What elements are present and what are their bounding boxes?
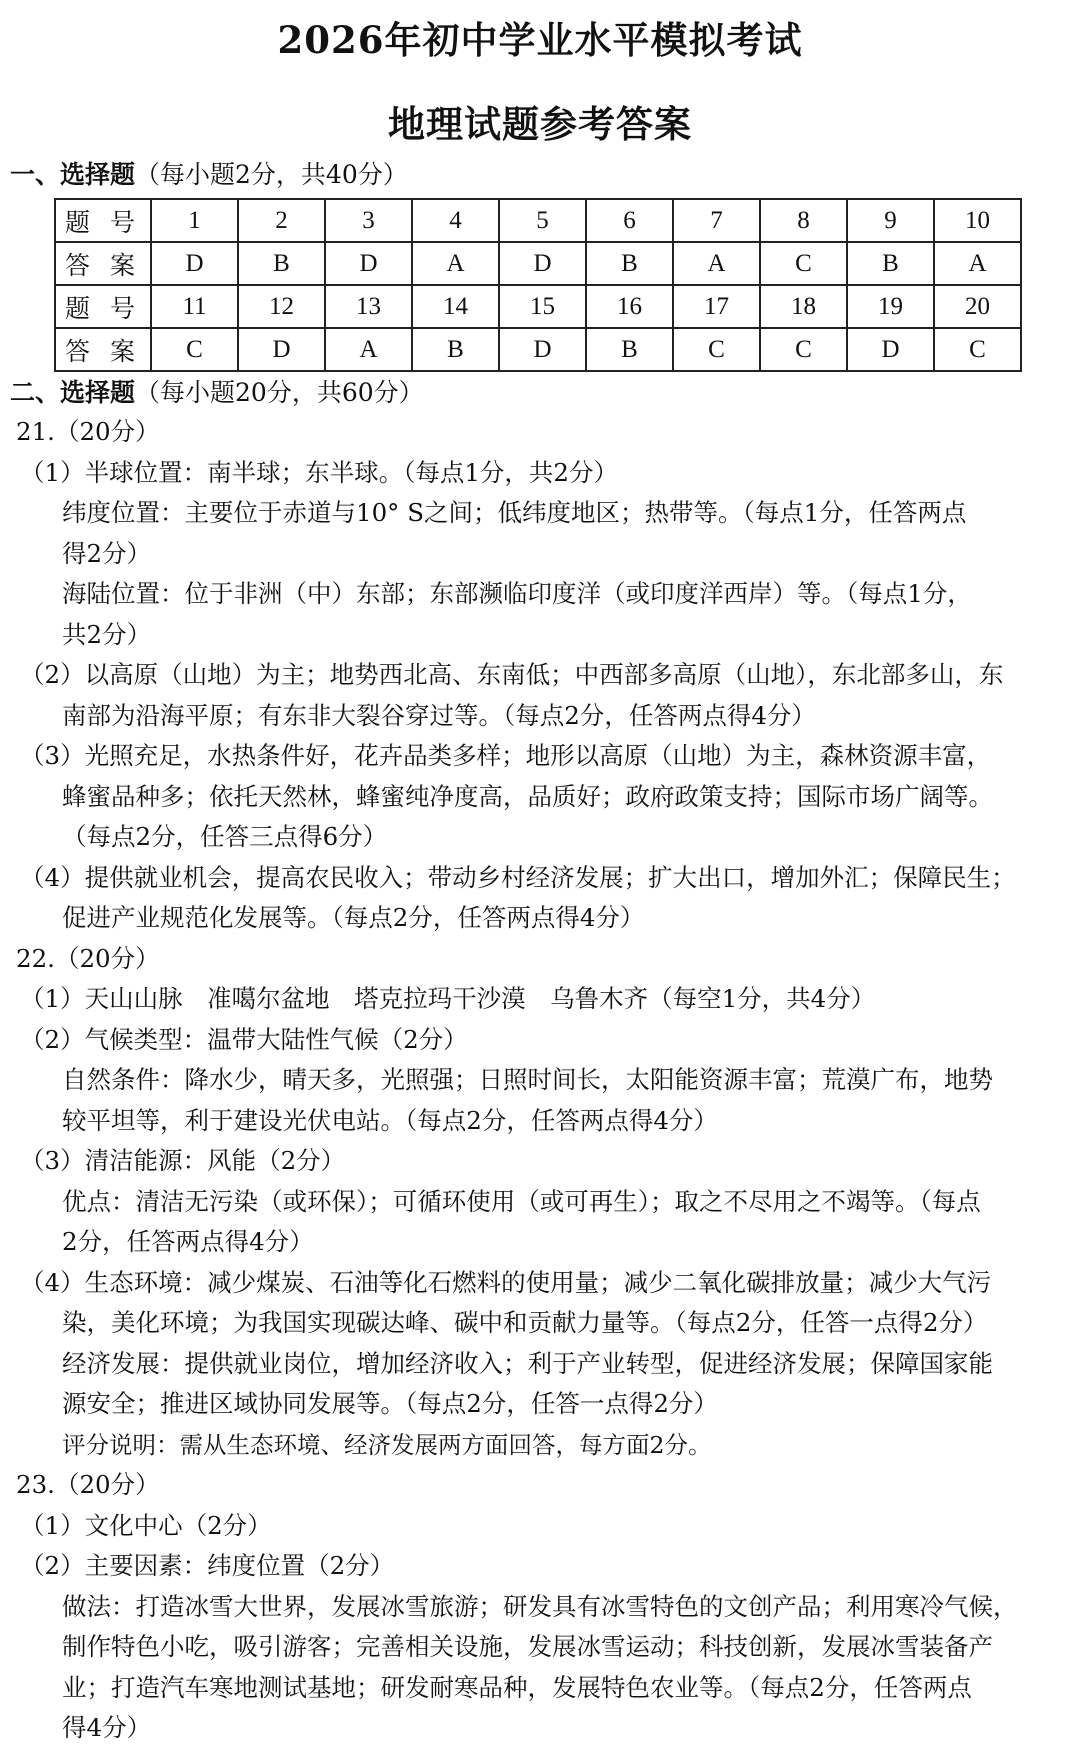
- answer-line: （3）清洁能源：风能（2分）: [20, 1146, 346, 1175]
- question-heading: 23.（20分）: [16, 1470, 160, 1499]
- table-cell: 13: [325, 285, 412, 328]
- table-row-answers-1: [55, 242, 1021, 285]
- answer-line: （4）提供就业机会，提高农民收入；带动乡村经济发展；扩大出口，增加外汇；保障民生；: [20, 862, 1016, 892]
- section-2-heading: [10, 374, 1070, 412]
- table-cell: B: [412, 328, 499, 371]
- table-cell: A: [325, 328, 412, 371]
- section-1-label: 一、选择题: [10, 160, 136, 189]
- answer-line: （1）天山山脉 准噶尔盆地 塔克拉玛干沙漠 乌鲁木齐（每空1分，共4分）: [20, 984, 876, 1013]
- answer-line: （3）光照充足，水热条件好，花卉品类多样；地形以高原（山地）为主，森林资源丰富，: [20, 741, 992, 770]
- answer-line: 2分，任答两点得4分）: [62, 1227, 314, 1256]
- table-cell: 3: [325, 199, 412, 242]
- question-heading: 22.（20分）: [16, 943, 160, 973]
- answer-table: [54, 198, 1022, 372]
- table-cell: 6: [586, 199, 673, 242]
- table-cell: D: [499, 242, 586, 285]
- table-row-numbers-1: [55, 199, 1021, 242]
- table-cell: B: [847, 242, 934, 285]
- row-header-answer: 答 案: [55, 328, 151, 371]
- section-1-note: （每小题2分，共40分）: [135, 160, 408, 189]
- table-cell: 11: [151, 285, 238, 328]
- table-cell: B: [586, 328, 673, 371]
- page-subtitle: 地理试题参考答案: [388, 102, 692, 146]
- answer-line: 优点：清洁无污染（或环保）；可循环使用（或可再生）；取之不尽用之不竭等。（每点: [62, 1186, 981, 1216]
- answer-line: 海陆位置：位于非洲（中）东部；东部濒临印度洋（或印度洋西岸）等。（每点1分，: [62, 579, 972, 608]
- table-cell: 10: [934, 199, 1021, 242]
- answer-line: 染，美化环境；为我国实现碳达峰、碳中和贡献力量等。（每点2分，任答一点得2分）: [62, 1308, 988, 1337]
- answer-line: （1）文化中心（2分）: [20, 1510, 272, 1540]
- answer-line: 自然条件：降水少，晴天多，光照强；日照时间长，太阳能资源丰富；荒漠广布，地势: [62, 1065, 993, 1094]
- table-cell: C: [934, 328, 1021, 371]
- table-cell: 14: [412, 285, 499, 328]
- table-cell: 2: [238, 199, 325, 242]
- table-cell: B: [238, 242, 325, 285]
- table-cell: 7: [673, 199, 760, 242]
- answer-body: [10, 412, 1070, 1749]
- row-header-number: 题 号: [55, 199, 151, 242]
- table-row-numbers-2: [55, 285, 1021, 328]
- answer-line: 业；打造汽车寒地测试基地；研发耐寒品种，发展特色农业等。（每点2分，任答两点: [62, 1672, 972, 1702]
- answer-line: 共2分）: [62, 619, 152, 649]
- table-cell: C: [760, 242, 847, 285]
- table-cell: D: [325, 242, 412, 285]
- table-cell: 19: [847, 285, 934, 328]
- page-title: 2026年初中学业水平模拟考试: [277, 18, 803, 62]
- table-cell: A: [934, 242, 1021, 285]
- answer-line: （2）以高原（山地）为主；地势西北高、东南低；中西部多高原（山地），东北部多山，东: [20, 660, 1004, 689]
- answer-line: 南部为沿海平原；有东非大裂谷穿过等。（每点2分，任答两点得4分）: [62, 700, 816, 730]
- answer-line: 纬度位置：主要位于赤道与10° S之间；低纬度地区；热带等。（每点1分，任答两点: [62, 498, 967, 527]
- table-cell: A: [412, 242, 499, 285]
- table-cell: 16: [586, 285, 673, 328]
- section-2-label: 二、选择题: [10, 378, 136, 407]
- row-header-number: 题 号: [55, 285, 151, 328]
- table-cell: 8: [760, 199, 847, 242]
- answer-line: （每点2分，任答三点得6分）: [62, 822, 388, 851]
- table-cell: C: [760, 328, 847, 371]
- answer-line: 促进产业规范化发展等。（每点2分，任答两点得4分）: [62, 903, 645, 932]
- answer-line: 制作特色小吃，吸引游客；完善相关设施，发展冰雪运动；科技创新，发展冰雪装备产: [62, 1632, 993, 1661]
- table-cell: 12: [238, 285, 325, 328]
- answer-line: 做法：打造冰雪大世界，发展冰雪旅游；研发具有冰雪特色的文创产品；利用寒冷气候，: [62, 1591, 1018, 1621]
- answer-line: 经济发展：提供就业岗位，增加经济收入；利于产业转型，促进经济发展；保障国家能: [62, 1348, 993, 1378]
- table-cell: C: [673, 328, 760, 371]
- table-cell: 20: [934, 285, 1021, 328]
- table-cell: 5: [499, 199, 586, 242]
- answer-line: 源安全；推进区域协同发展等。（每点2分，任答一点得2分）: [62, 1389, 718, 1418]
- question-heading: 21.（20分）: [16, 417, 160, 446]
- section-2-note: （每小题20分，共60分）: [135, 378, 424, 407]
- table-cell: C: [151, 328, 238, 371]
- answer-line: 较平坦等，利于建设光伏电站。（每点2分，任答两点得4分）: [62, 1105, 718, 1135]
- answer-line: （1）半球位置：南半球；东半球。（每点1分，共2分）: [20, 457, 619, 487]
- table-cell: 1: [151, 199, 238, 242]
- table-cell: A: [673, 242, 760, 285]
- answer-line: 得4分）: [62, 1713, 152, 1742]
- table-cell: D: [499, 328, 586, 371]
- table-cell: 4: [412, 199, 499, 242]
- answer-line: （4）生态环境：减少煤炭、石油等化石燃料的使用量；减少二氧化碳排放量；减少大气污: [20, 1267, 992, 1297]
- table-cell: 17: [673, 285, 760, 328]
- scoring-note: 评分说明：需从生态环境、经济发展两方面回答，每方面2分。: [62, 1430, 712, 1459]
- row-header-answer: 答 案: [55, 242, 151, 285]
- table-cell: D: [238, 328, 325, 371]
- table-row-answers-2: [55, 328, 1021, 371]
- section-1-heading: [10, 156, 1070, 194]
- answer-line: 蜂蜜品种多；依托天然林，蜂蜜纯净度高，品质好；政府政策支持；国际市场广阔等。: [62, 781, 993, 811]
- answer-line: （2）气候类型：温带大陆性气候（2分）: [20, 1024, 468, 1054]
- answer-line: （2）主要因素：纬度位置（2分）: [20, 1551, 395, 1580]
- answer-line: 得2分）: [62, 538, 152, 568]
- table-cell: B: [586, 242, 673, 285]
- table-cell: D: [847, 328, 934, 371]
- table-cell: D: [151, 242, 238, 285]
- table-cell: 9: [847, 199, 934, 242]
- table-cell: 15: [499, 285, 586, 328]
- table-cell: 18: [760, 285, 847, 328]
